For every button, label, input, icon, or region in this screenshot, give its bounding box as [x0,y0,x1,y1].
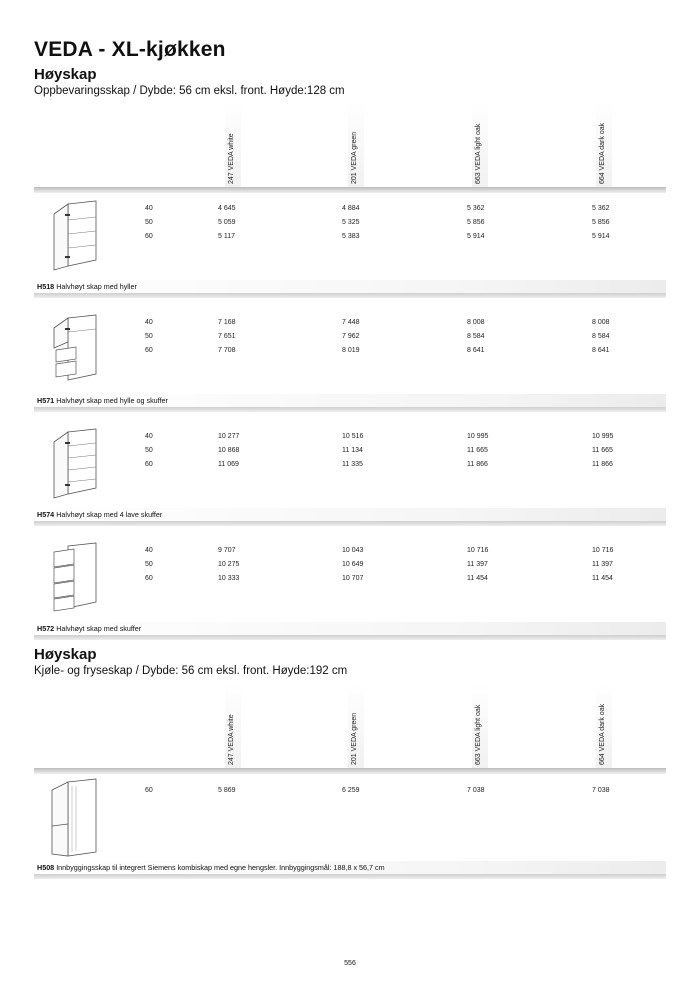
price-cell: 10 043 [342,547,364,554]
price-cell: 4 884 [342,205,360,212]
section-subtitle: Kjøle- og fryseskap / Dybde: 56 cm eksl. front. Høyde:192 cm [34,665,348,677]
price-cell: 5 914 [467,233,485,240]
price-cell: 10 716 [592,547,614,554]
price-cell: 7 651 [218,333,236,340]
price-cell: 5 383 [342,233,360,240]
product-name: Halvhøyt skap med skuffer [56,624,142,633]
price-cell: 10 275 [218,561,240,568]
column-header: 663 VEDA light oak [475,704,482,765]
width-value: 60 [145,233,153,240]
product-code: H518 [37,282,55,291]
row-separator [34,293,666,298]
column-header: 247 VEDA white [228,714,235,765]
width-value: 60 [145,347,153,354]
price-cell: 8 584 [592,333,610,340]
product-name: Halvhøyt skap med hyller [56,282,137,291]
header-rule [34,768,666,774]
width-value: 40 [145,205,153,212]
column-header: 663 VEDA light oak [475,123,482,184]
section-subtitle: Oppbevaringsskap / Dybde: 56 cm eksl. front. Høyde:128 cm [34,85,345,97]
product-label [34,508,666,521]
page-title: VEDA - XL-kjøkken [34,38,226,61]
price-cell: 8 008 [592,319,610,326]
price-cell: 10 277 [218,433,240,440]
product-name: Halvhøyt skap med hylle og skuffer [56,396,168,405]
price-cell: 11 866 [592,461,613,468]
product-label [34,394,666,407]
row-separator [34,635,666,640]
price-cell: 11 397 [592,561,613,568]
price-cell: 5 059 [218,219,236,226]
price-cell: 5 362 [467,205,485,212]
price-cell: 11 335 [342,461,363,468]
width-value: 60 [145,461,153,468]
column-header: 664 VEDA dark oak [599,122,606,184]
section-title: Høyskap [34,646,97,663]
width-value: 50 [145,333,153,340]
price-cell: 7 168 [218,319,236,326]
price-cell: 9 707 [218,547,236,554]
column-header: 201 VEDA green [351,712,358,765]
cabinet-shelves-icon [46,200,106,272]
product-code: H572 [37,624,55,633]
product-label [34,280,666,293]
row-separator [34,874,666,879]
cabinet-shelf-drawers-icon [46,314,106,386]
product-name: Innbyggingsskap til integrert Siemens kombiskap med egne hengsler. Innbyggingsmål: 188,8 x 56,7 cm [56,863,385,872]
price-cell: 5 117 [218,233,235,240]
price-cell: 7 708 [218,347,236,354]
drawer-unit-icon [46,542,106,614]
price-cell: 8 641 [592,347,610,354]
price-cell: 6 259 [342,787,360,794]
price-cell: 10 649 [342,561,364,568]
width-value: 50 [145,219,153,226]
price-cell: 5 869 [218,787,236,794]
price-cell: 11 454 [467,575,488,582]
price-cell: 5 362 [592,205,610,212]
page-number: 556 [344,960,356,967]
price-cell: 11 454 [592,575,613,582]
product-code: H571 [37,396,55,405]
product-name: Halvhøyt skap med 4 lave skuffer [56,510,163,519]
product-code: H574 [37,510,55,519]
price-cell: 10 716 [467,547,489,554]
fridge-cabinet-icon [46,778,106,858]
price-cell: 10 333 [218,575,240,582]
width-value: 50 [145,561,153,568]
price-cell: 8 019 [342,347,360,354]
width-value: 50 [145,447,153,454]
price-cell: 7 448 [342,319,360,326]
header-rule [34,187,666,193]
price-cell: 10 707 [342,575,364,582]
column-header: 664 VEDA dark oak [599,703,606,765]
price-cell: 11 069 [218,461,239,468]
price-cell: 10 995 [592,433,614,440]
price-cell: 7 962 [342,333,360,340]
price-cell: 11 665 [592,447,613,454]
price-cell: 11 134 [342,447,363,454]
price-cell: 10 868 [218,447,240,454]
price-cell: 8 584 [467,333,485,340]
price-cell: 10 995 [467,433,489,440]
price-cell: 5 325 [342,219,360,226]
price-cell: 5 856 [592,219,610,226]
price-cell: 8 641 [467,347,485,354]
price-cell: 7 038 [592,787,610,794]
product-label [34,861,666,874]
product-code: H508 [37,863,55,872]
width-value: 60 [145,787,153,794]
price-cell: 7 038 [467,787,485,794]
width-value: 40 [145,433,153,440]
row-separator [34,407,666,412]
price-cell: 5 856 [467,219,485,226]
price-cell: 8 008 [467,319,485,326]
column-header: 201 VEDA green [351,131,358,184]
cabinet-4-drawers-icon [46,428,106,500]
price-cell: 11 397 [467,561,488,568]
price-cell: 4 645 [218,205,236,212]
width-value: 40 [145,319,153,326]
product-label [34,622,666,635]
row-separator [34,521,666,526]
price-cell: 5 914 [592,233,610,240]
price-cell: 10 516 [342,433,364,440]
price-cell: 11 866 [467,461,488,468]
width-value: 40 [145,547,153,554]
width-value: 60 [145,575,153,582]
section-title: Høyskap [34,66,97,83]
column-header: 247 VEDA white [228,133,235,184]
price-cell: 11 665 [467,447,488,454]
